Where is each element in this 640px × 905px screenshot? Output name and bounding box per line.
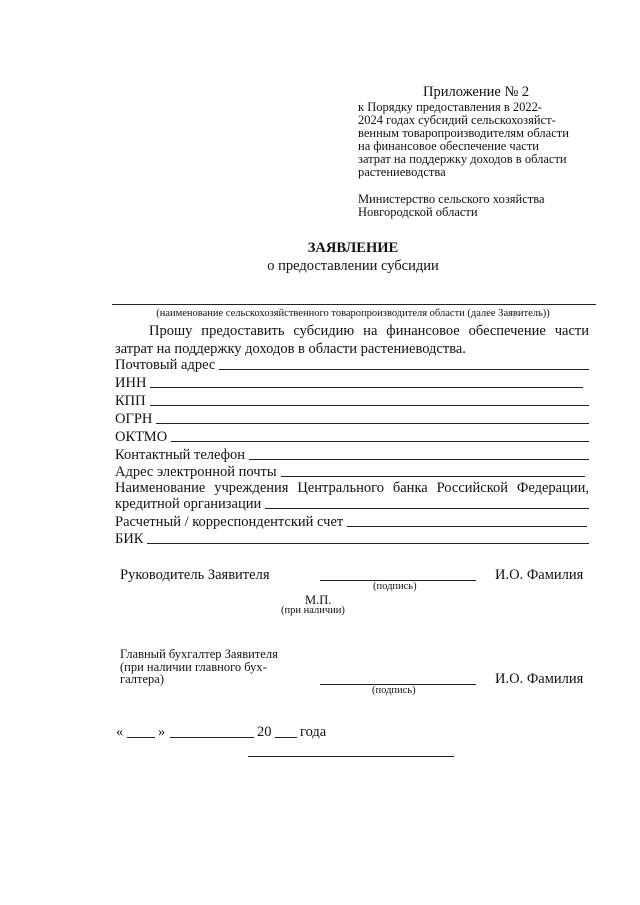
date-open-quote: « xyxy=(116,724,124,740)
accountant-name: И.О. Фамилия xyxy=(495,671,584,687)
accountant-signature-caption: (подпись) xyxy=(372,685,416,696)
account-label: Расчетный / корреспондентский счет xyxy=(115,514,344,530)
head-signature-caption: (подпись) xyxy=(373,581,417,592)
date-close-quote: » xyxy=(158,724,166,740)
appendix-line: растениеводства xyxy=(358,165,446,179)
appendix-line: венным товаропроизводителям области xyxy=(358,126,569,140)
accountant-label-line: галтера) xyxy=(120,672,164,686)
request-line-2: затрат на поддержку доходов в области растениеводства. xyxy=(115,341,466,357)
ogrn-field[interactable] xyxy=(115,411,589,427)
ogrn-label: ОГРН xyxy=(115,411,153,427)
stamp-note: (при наличии) xyxy=(281,605,345,616)
email-field[interactable] xyxy=(115,464,585,480)
bik-label: БИК xyxy=(115,531,144,547)
bank-label-line-2: кредитной организации xyxy=(115,496,262,512)
phone-label: Контактный телефон xyxy=(115,447,246,463)
postal-address-field[interactable] xyxy=(115,357,589,373)
bank-name-field[interactable] xyxy=(115,496,589,512)
appendix-title: Приложение № 2 xyxy=(423,84,530,100)
inn-field[interactable] xyxy=(115,375,583,391)
accountant-label-line: Главный бухгалтер Заявителя xyxy=(120,647,278,661)
bank-label-line-1: Наименование учреждения Центрального банка Российской Федерации, xyxy=(115,480,589,496)
appendix-line: 2024 годах субсидий сельскохозяйст- xyxy=(358,113,556,127)
recipient-line: Министерство сельского хозяйства xyxy=(358,192,545,206)
account-field[interactable] xyxy=(115,514,587,530)
recipient-line: Новгородской области xyxy=(358,205,478,219)
head-label: Руководитель Заявителя xyxy=(120,567,270,583)
date-year-line[interactable] xyxy=(275,737,297,738)
appendix-line: затрат на поддержку доходов в области xyxy=(358,152,567,166)
stamp-label: М.П. xyxy=(305,593,332,607)
date-year-suffix: года xyxy=(300,724,327,740)
applicant-name-line[interactable] xyxy=(112,304,596,305)
bottom-divider xyxy=(248,756,454,757)
document-title: ЗАЯВЛЕНИЕ xyxy=(307,240,399,256)
kpp-label: КПП xyxy=(115,393,146,409)
oktmo-field[interactable] xyxy=(115,429,589,445)
oktmo-label: ОКТМО xyxy=(115,429,168,445)
date-day-line[interactable] xyxy=(127,737,155,738)
bik-field[interactable] xyxy=(115,531,589,547)
head-name: И.О. Фамилия xyxy=(495,567,584,583)
date-year-prefix: 20 xyxy=(257,724,272,740)
appendix-line: к Порядку предоставления в 2022- xyxy=(358,100,543,114)
email-label: Адрес электронной почты xyxy=(115,464,277,480)
applicant-caption: (наименование сельскохозяйственного товаропроизводителя области (далее Заявитель)) xyxy=(156,308,550,319)
document-subtitle: о предоставлении субсидии xyxy=(267,258,439,274)
appendix-line: на финансовое обеспечение части xyxy=(358,139,539,153)
date-month-line[interactable] xyxy=(170,737,254,738)
phone-field[interactable] xyxy=(115,447,589,463)
inn-label: ИНН xyxy=(115,375,147,391)
kpp-field[interactable] xyxy=(115,393,589,409)
request-line-1: Прошу предоставить субсидию на финансовое обеспечение части xyxy=(149,323,589,339)
postal-address-label: Почтовый адрес xyxy=(115,357,216,373)
accountant-label-line: (при наличии главного бух- xyxy=(120,660,267,674)
